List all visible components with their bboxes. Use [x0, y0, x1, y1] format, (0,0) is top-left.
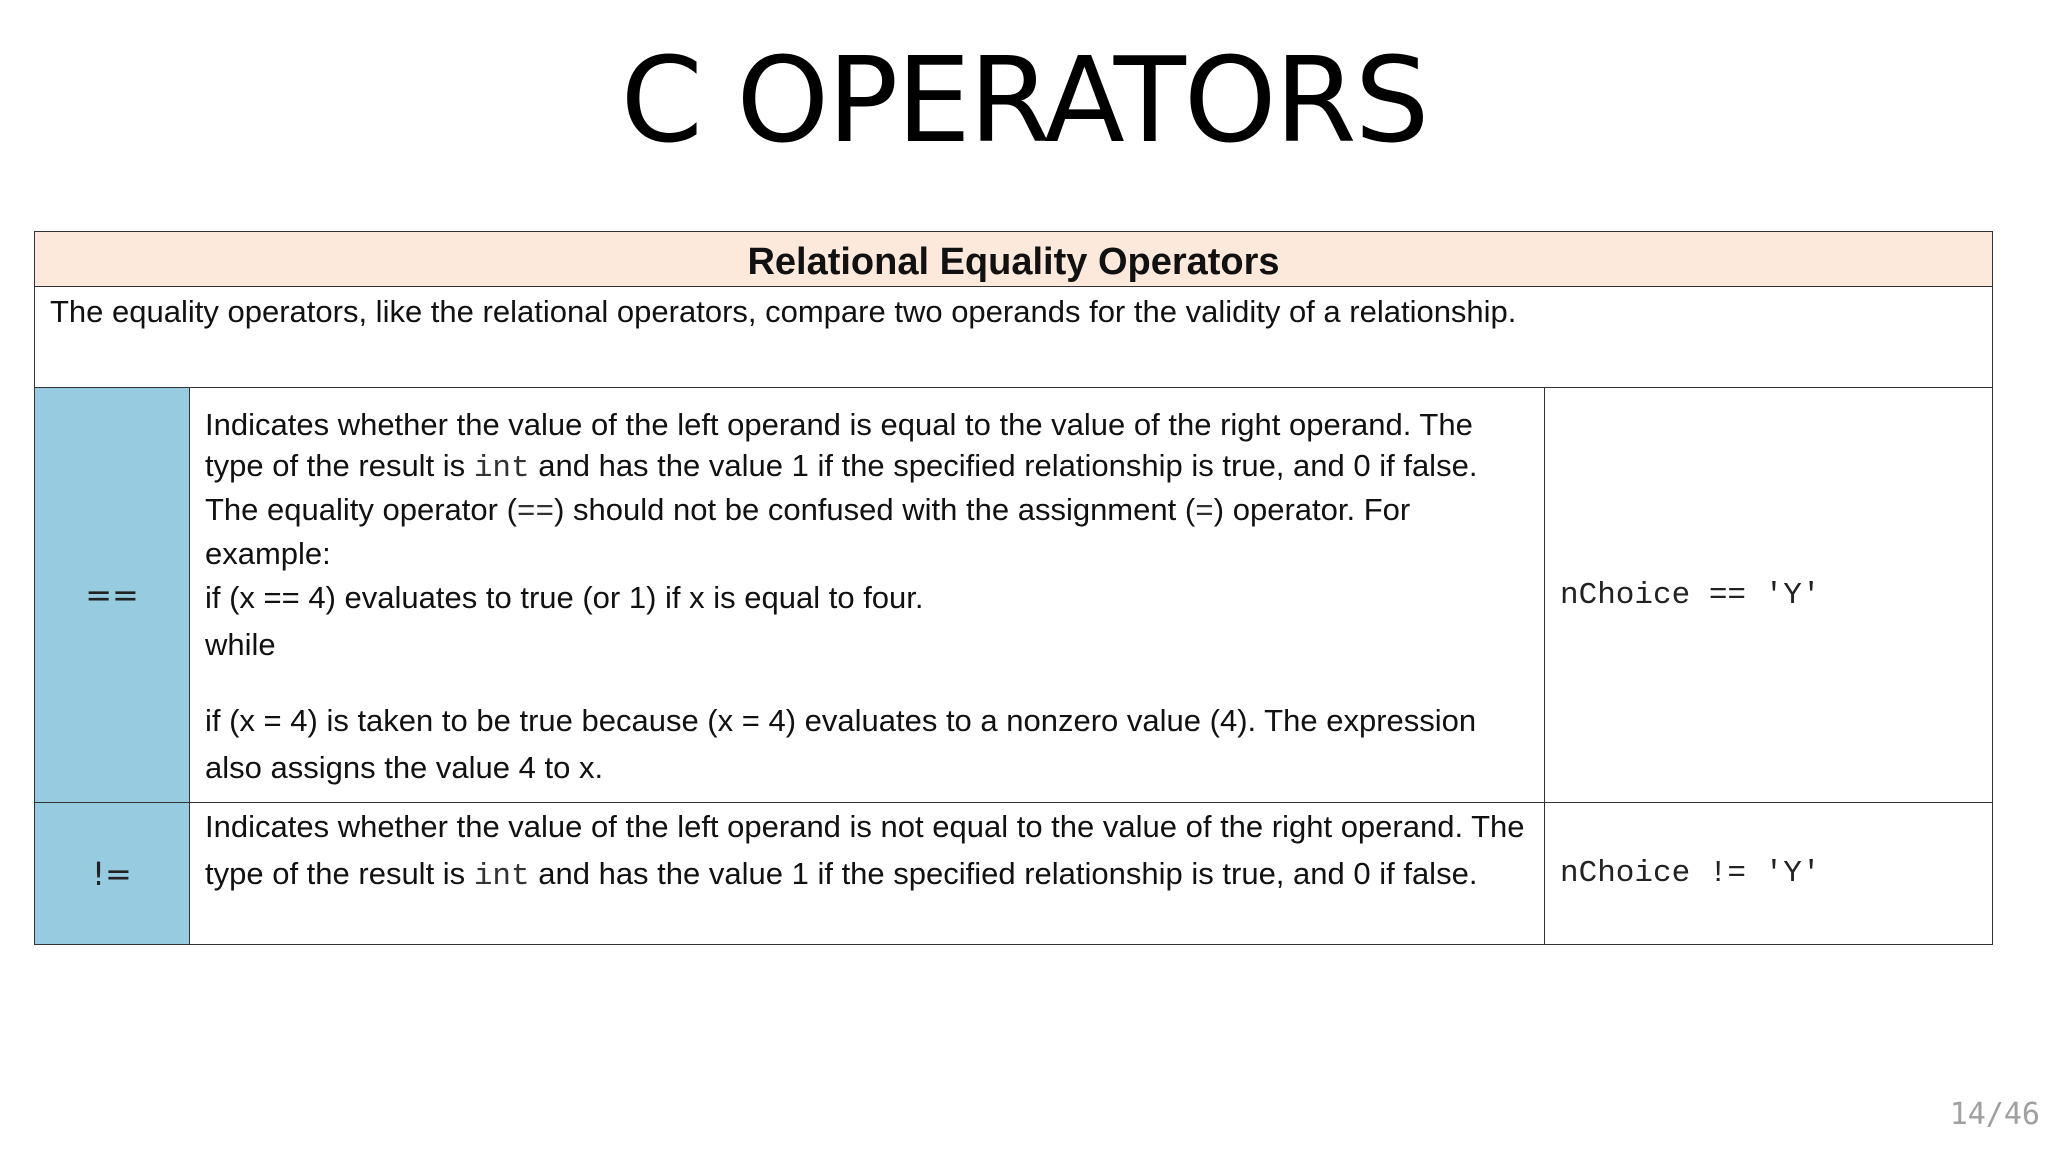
table-intro: The equality operators, like the relational operators, compare two operands for the validity of a relationship.: [35, 287, 1993, 388]
description-text: and has the value 1 if the specified relationship is true, and 0 if false. The equality operator (: [205, 448, 1478, 527]
code-inline: int: [473, 451, 530, 486]
code-inline: int: [473, 859, 530, 894]
description-text: and has the value 1 if the specified relationship is true, and 0 if false.: [529, 856, 1478, 891]
description-paragraph: if (x = 4) is taken to be true because (x = 4) evaluates to a nonzero value (4). The expression also assigns the value 4 to x.: [205, 703, 1477, 785]
description-cell: [190, 803, 1545, 945]
equality-operators-table: [34, 231, 1993, 945]
slide-title: C OPERATORS: [620, 31, 1428, 169]
table-header-row: [35, 232, 1993, 287]
description-cell: [190, 388, 1545, 803]
table-header: Relational Equality Operators: [35, 232, 1993, 287]
description-paragraph: while: [205, 627, 276, 662]
table-row: [35, 803, 1993, 945]
description-text: ) operator. For example:: [205, 492, 1411, 571]
table-intro-row: [35, 287, 1993, 388]
description-paragraph: [205, 404, 1529, 574]
operator-cell: !=: [35, 803, 190, 945]
description-text: Indicates whether the value of the left operand is equal to the value of the right operand. The type of the result is: [205, 407, 1473, 483]
code-inline: =: [1195, 495, 1214, 530]
description-text: ) should not be confused with the assignment (: [554, 492, 1196, 527]
page-number: 14/46: [1949, 1097, 2040, 1132]
description-paragraph: if (x == 4) evaluates to true (or 1) if x is equal to four.: [205, 580, 924, 615]
operator-cell: ==: [35, 388, 190, 803]
example-cell: nChoice == 'Y': [1545, 388, 1993, 803]
description-paragraph: [205, 803, 1529, 900]
code-inline: ==: [516, 495, 555, 530]
description-text: Indicates whether the value of the left operand is not equal to the value of the right operand. The type of the result is: [205, 809, 1525, 891]
example-cell: nChoice != 'Y': [1545, 803, 1993, 945]
table-row: [35, 388, 1993, 803]
